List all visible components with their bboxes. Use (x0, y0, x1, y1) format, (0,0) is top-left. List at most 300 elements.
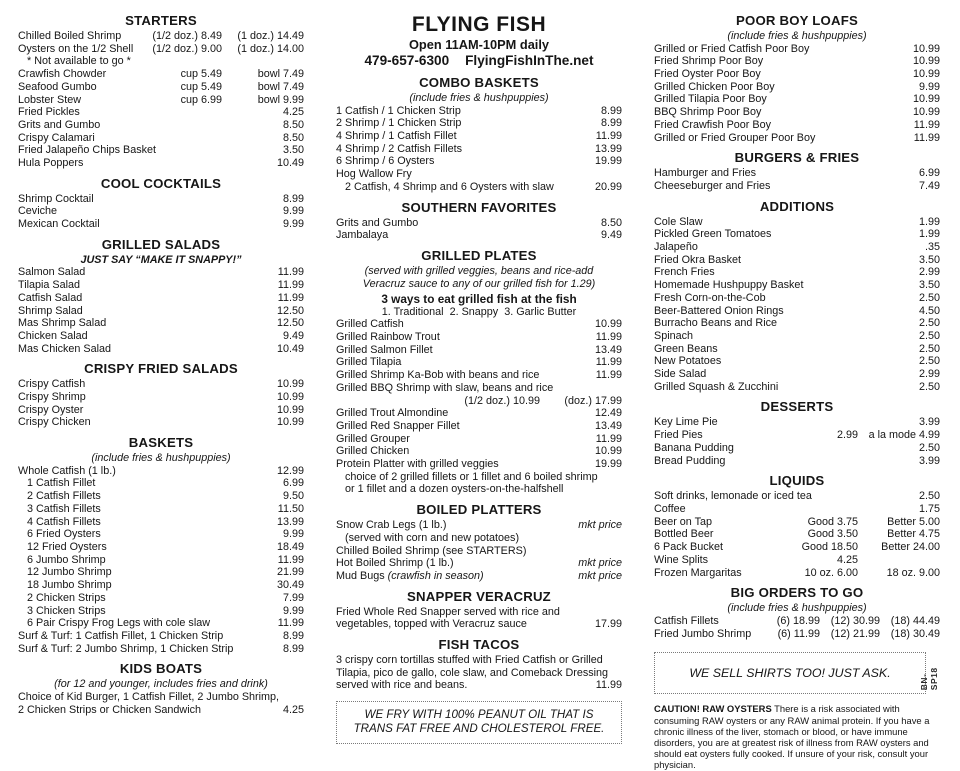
item-price: 8.99 (600, 104, 622, 117)
caution-lead: CAUTION! RAW OYSTERS (654, 703, 772, 715)
item-price: 8.50 (600, 216, 622, 229)
section-subtitle: JUST SAY “MAKE IT SNAPPY!” (80, 253, 242, 266)
item-price-cell: (12) 21.99 (830, 627, 880, 640)
menu-note: Tilapia, pico de gallo, cole slaw, and Comeback Dressing (336, 666, 609, 679)
menu-item (654, 455, 940, 468)
menu-section-cool-cocktails (18, 176, 304, 231)
item-price: 13.99 (594, 142, 622, 155)
menu-item (336, 318, 622, 331)
menu-section-kids-boats (18, 661, 304, 716)
menu-item (18, 541, 304, 554)
section-title: LIQUIDS (769, 473, 825, 489)
section-title: FISH TACOS (438, 637, 520, 653)
section-title: KIDS BOATS (119, 661, 203, 677)
menu-item (336, 155, 622, 168)
item-name: Grilled Grouper (336, 432, 410, 445)
item-name: Chicken Salad (18, 329, 88, 342)
item-price: 9.99 (282, 205, 304, 218)
item-name: Soft drinks, lemonade or iced tea (654, 490, 812, 503)
section-title: STARTERS (125, 13, 197, 28)
item-price-cell: bowl 7.49 (257, 80, 304, 93)
item-price: 2.50 (918, 355, 940, 368)
item-price: 2.50 (918, 329, 940, 342)
item-price: 19.99 (594, 155, 622, 168)
notice-text: WE FRY WITH 100% PEANUT OIL THAT IS (364, 708, 594, 722)
menu-note: 3 crispy corn tortillas stuffed with Fried Catfish or Grilled (336, 654, 603, 667)
item-price: 12.50 (276, 304, 304, 317)
menu-item (654, 279, 940, 292)
item-price-cell: Better 4.75 (887, 528, 940, 541)
menu-section-desserts (654, 399, 940, 467)
section-title: GRILLED PLATES (421, 247, 537, 263)
item-price-cell: bowl 9.99 (257, 93, 304, 106)
item-name: Bread Pudding (654, 454, 726, 467)
menu-note: * Not available to go * (27, 55, 131, 68)
item-price: 1.99 (918, 228, 940, 241)
item-name: Key Lime Pie (654, 416, 718, 429)
menu-item (18, 317, 304, 330)
section-subtitle: 1. Traditional 2. Snappy 3. Garlic Butter (381, 305, 577, 318)
restaurant-contact (336, 52, 622, 69)
item-price-cell: 2.99 (836, 429, 858, 442)
menu-item (18, 630, 304, 643)
menu-note: (served with corn and new potatoes) (345, 531, 520, 544)
section-subtitle: Veracruz sauce to any of our grilled fish for 1.29) (362, 277, 596, 290)
menu-item (18, 94, 304, 107)
menu-item (18, 554, 304, 567)
item-name: Catfish Salad (18, 291, 83, 304)
menu-item (336, 168, 622, 181)
menu-item (654, 68, 940, 81)
menu-item (18, 279, 304, 292)
item-name: Oysters on the 1/2 Shell (18, 42, 134, 55)
item-price: 19.99 (594, 458, 622, 471)
menu-item (336, 458, 622, 471)
item-price: 21.99 (276, 566, 304, 579)
item-price: 8.99 (282, 192, 304, 205)
menu-item (18, 516, 304, 529)
item-price: 12.50 (276, 317, 304, 330)
item-name: Grilled or Fried Catfish Poor Boy (654, 42, 810, 55)
menu-section-starters (18, 13, 304, 170)
item-name: 1 Catfish Fillet (27, 477, 96, 490)
item-price: 9.99 (282, 528, 304, 541)
menu-item (654, 43, 940, 56)
menu-item (18, 305, 304, 318)
item-name: Mas Shrimp Salad (18, 317, 107, 330)
item-name: 12 Fried Oysters (27, 540, 107, 553)
item-price: 2.50 (918, 490, 940, 503)
section-subtitle: 3 ways to eat grilled fish at the fish (381, 292, 577, 307)
menu-note: choice of 2 grilled fillets or 1 fillet and 6 boiled shrimp (345, 470, 598, 483)
menu-section-baskets (18, 435, 304, 655)
item-price: 11.99 (277, 291, 304, 304)
item-name: Coffee (654, 502, 686, 515)
item-name: Burracho Beans and Rice (654, 317, 778, 330)
item-name: 4 Catfish Fillets (27, 515, 101, 528)
item-name: Shrimp Cocktail (18, 192, 94, 205)
menu-item (654, 292, 940, 305)
item-name: Fried Pies (654, 429, 703, 442)
item-price: 1.75 (918, 502, 940, 515)
menu-item (336, 344, 622, 357)
section-subtitle: (served with grilled veggies, beans and rice-add (364, 264, 594, 277)
caution-text: There is a risk associated with consuming RAW oysters or any RAW animal protein. If you have a chronic illness of the liver, stomach or blood, or have immune disorders, you are at greatest risk of illness from RAW oysters and should eat oysters fully cooked. If unsure of your risk, consult your physician. (654, 703, 930, 771)
menu-item (18, 378, 304, 391)
item-price: 10.99 (276, 403, 304, 416)
item-price: 12.99 (276, 464, 304, 477)
item-name: Grilled Salmon Fillet (336, 343, 433, 356)
item-name: Lobster Stew (18, 93, 82, 106)
item-price-cell: Better 5.00 (887, 515, 940, 528)
item-price: 10.99 (912, 93, 940, 106)
menu-item (336, 519, 622, 532)
menu-section-burgers-fries (654, 150, 940, 192)
item-price: 8.99 (282, 642, 304, 655)
section-title: SNAPPER VERACRUZ (407, 588, 551, 604)
item-price: 3.50 (918, 253, 940, 266)
item-name: Salmon Salad (18, 266, 86, 279)
menu-item (336, 679, 622, 692)
item-name: Wine Splits (654, 553, 709, 566)
print-code: BN-SP18 (919, 667, 939, 691)
item-name: Grilled Tilapia (336, 356, 402, 369)
menu-item (336, 229, 622, 242)
item-name: Crispy Catfish (18, 378, 86, 391)
section-title: SOUTHERN FAVORITES (401, 199, 557, 215)
menu-section-grilled-plates (336, 248, 622, 496)
item-name (336, 570, 572, 583)
menu-item (18, 218, 304, 231)
menu-item (336, 181, 622, 194)
menu-item (18, 266, 304, 279)
item-name: 2 Catfish, 4 Shrimp and 6 Oysters with slaw (345, 180, 554, 193)
menu-item (654, 119, 940, 132)
item-name: Grilled Squash & Zucchini (654, 380, 779, 393)
menu-column-left (18, 13, 304, 771)
menu-item (654, 254, 940, 267)
item-name: 2 Catfish Fillets (27, 490, 101, 503)
item-price: 10.99 (594, 318, 622, 331)
item-name: Chilled Boiled Shrimp (see STARTERS) (336, 544, 527, 557)
item-price: 2.50 (918, 441, 940, 454)
item-price-cell: (1/2 doz.) 8.49 (152, 30, 222, 42)
item-price: 10.99 (912, 42, 940, 55)
menu-item (336, 545, 622, 558)
item-price: 11.99 (595, 130, 622, 142)
item-name: Spinach (654, 329, 694, 342)
menu-section-crispy-fried-salads (18, 361, 304, 429)
menu-item (18, 343, 304, 356)
item-name: Jalapeño (654, 241, 698, 254)
item-price: 2.50 (918, 317, 940, 330)
restaurant-header (336, 13, 622, 69)
menu-item (654, 541, 940, 554)
item-price: 9.49 (282, 329, 304, 342)
item-name: Pickled Green Tomatoes (654, 228, 772, 241)
menu-item (18, 30, 304, 43)
item-name: 3 Catfish Fillets (27, 502, 101, 515)
item-name: Crawfish Chowder (18, 68, 107, 81)
section-title: BOILED PLATTERS (416, 502, 542, 518)
raw-oysters-caution (654, 703, 940, 770)
menu-item (18, 193, 304, 206)
menu-item (336, 217, 622, 230)
section-subtitle: (include fries & hushpuppies) (91, 452, 231, 465)
item-price-cell: Good 3.50 (807, 528, 858, 541)
menu-item (18, 490, 304, 503)
menu-section-snapper-veracruz (336, 589, 622, 631)
item-name: New Potatoes (654, 355, 722, 368)
menu-item (18, 119, 304, 132)
menu-item (654, 132, 940, 145)
item-name: Grilled Chicken Poor Boy (654, 80, 775, 93)
menu-item (336, 331, 622, 344)
item-name: Hog Wallow Fry (336, 168, 412, 181)
section-title: BIG ORDERS TO GO (730, 585, 864, 601)
menu-item (654, 503, 940, 516)
item-name: 6 Jumbo Shrimp (27, 553, 106, 566)
section-title: CRISPY FRIED SALADS (84, 361, 238, 377)
item-name: Grilled or Fried Grouper Poor Boy (654, 131, 816, 144)
item-price: 4.25 (282, 106, 304, 119)
menu-section-fish-tacos (336, 637, 622, 692)
item-name: Fried Okra Basket (654, 253, 742, 266)
item-price-cell: Good 3.75 (807, 515, 858, 528)
item-price-cell: 10 oz. 6.00 (804, 566, 858, 579)
menu-item (654, 93, 940, 106)
restaurant-website: FlyingFishInThe.net (465, 53, 594, 68)
item-name: 2 Chicken Strips or Chicken Sandwich (18, 703, 202, 716)
item-name: Snow Crab Legs (1 lb.) (336, 519, 447, 532)
item-price: 9.49 (600, 229, 622, 242)
item-price-cell: (18) 44.49 (890, 614, 940, 627)
menu-item (654, 416, 940, 429)
menu-section-combo-baskets (336, 75, 622, 194)
item-price: 8.99 (600, 117, 622, 130)
menu-item (336, 105, 622, 118)
item-price: 20.99 (594, 180, 622, 193)
menu-item (654, 490, 940, 503)
item-price: 11.99 (595, 356, 622, 369)
notice-text: WE SELL SHIRTS TOO! JUST ASK. (689, 666, 891, 681)
item-name: BBQ Shrimp Poor Boy (654, 106, 762, 119)
item-price-cell: 18 oz. 9.00 (886, 566, 940, 579)
menu-item (18, 605, 304, 618)
menu-item (654, 528, 940, 541)
section-subtitle: (include fries & hushpuppies) (727, 602, 867, 615)
menu-section-additions (654, 199, 940, 394)
item-price: 11.99 (595, 369, 622, 382)
item-price: 13.49 (594, 343, 622, 356)
menu-item (18, 292, 304, 305)
item-name: Grilled Trout Almondine (336, 407, 449, 420)
item-price: 11.99 (913, 118, 940, 131)
item-name: Crispy Chicken (18, 416, 91, 429)
item-name: Shrimp Salad (18, 304, 83, 317)
item-name: Side Salad (654, 368, 707, 381)
item-name: served with rice and beans. (336, 679, 468, 692)
menu-section-boiled-platters (336, 502, 622, 583)
item-price-cell: (doz.) 17.99 (564, 394, 622, 407)
section-title: POOR BOY LOAFS (736, 13, 858, 28)
menu-item (654, 429, 940, 442)
item-price: .35 (924, 241, 940, 254)
menu-item (18, 132, 304, 145)
menu-item (654, 317, 940, 330)
menu-item (18, 205, 304, 218)
menu-item (18, 503, 304, 516)
menu-item (18, 643, 304, 656)
section-title: DESSERTS (760, 399, 834, 415)
item-name: Bottled Beer (654, 528, 714, 541)
menu-item (18, 68, 304, 81)
item-price: 10.49 (276, 342, 304, 355)
menu-item (18, 391, 304, 404)
menu-item (18, 465, 304, 478)
item-price: 6.99 (282, 477, 304, 490)
item-name: Chilled Boiled Shrimp (18, 30, 122, 42)
item-name: Fried Jalapeño Chips Basket (18, 144, 157, 157)
item-name: 6 Shrimp / 6 Oysters (336, 155, 435, 168)
item-price: 9.99 (918, 80, 940, 93)
item-price: 30.49 (276, 579, 304, 592)
item-name: vegetables, topped with Veracruz sauce (336, 618, 527, 631)
menu-item (336, 369, 622, 382)
item-price: 10.99 (276, 391, 304, 404)
menu-item (336, 420, 622, 433)
item-name: Whole Catfish (1 lb.) (18, 464, 116, 477)
item-price: 10.99 (594, 445, 622, 458)
item-price: 10.99 (276, 378, 304, 391)
item-name: Crispy Shrimp (18, 391, 86, 404)
menu-item (336, 407, 622, 420)
item-price-cell: bowl 7.49 (257, 68, 304, 81)
item-price: 3.99 (918, 454, 940, 467)
item-name: Seafood Gumbo (18, 80, 97, 93)
menu-item (336, 143, 622, 156)
menu-item (18, 404, 304, 417)
item-name: Green Beans (654, 342, 718, 355)
menu-item (654, 368, 940, 381)
item-name: Grilled BBQ Shrimp with slaw, beans and rice (336, 381, 554, 394)
menu-item (336, 570, 622, 583)
item-price: 2.99 (918, 368, 940, 381)
menu-item (18, 43, 304, 56)
section-title: ADDITIONS (759, 198, 835, 214)
item-price: 11.99 (277, 553, 304, 566)
item-price: 11.99 (595, 331, 622, 343)
menu-item (18, 566, 304, 579)
item-name: Mas Chicken Salad (18, 342, 112, 355)
section-title: COMBO BASKETS (419, 75, 539, 90)
menu-item (336, 130, 622, 143)
item-price-cell: (1 doz.) 14.49 (237, 30, 304, 42)
restaurant-name: FLYING FISH (411, 13, 547, 36)
item-price: 13.49 (594, 419, 622, 432)
menu-item (18, 144, 304, 157)
peanut-oil-notice-frame (336, 701, 622, 743)
menu-item (336, 117, 622, 130)
menu-item (18, 477, 304, 490)
restaurant-phone: 479-657-6300 (364, 53, 450, 68)
menu-item (654, 615, 940, 628)
menu-item (654, 228, 940, 241)
menu-item (654, 442, 940, 455)
item-price: 3.50 (918, 279, 940, 292)
item-name: Surf & Turf: 1 Catfish Fillet, 1 Chicken Strip (18, 629, 224, 642)
item-name: 6 Fried Oysters (27, 528, 101, 541)
item-price: 2.50 (918, 380, 940, 393)
item-name: 4 Shrimp / 1 Catfish Fillet (336, 130, 457, 142)
item-price-cell: cup 5.49 (180, 80, 222, 93)
item-price-cell: cup 6.99 (180, 93, 222, 106)
item-name: Hamburger and Fries (654, 167, 757, 180)
item-name: Fried Pickles (18, 106, 80, 119)
menu-column-middle-sections (336, 75, 622, 744)
menu-item (18, 528, 304, 541)
item-price: 4.25 (282, 703, 304, 716)
menu-section-southern-favorites (336, 200, 622, 242)
item-price: 11.99 (277, 617, 304, 630)
item-price-cell: cup 5.49 (180, 68, 222, 81)
item-price: 11.99 (595, 432, 622, 445)
item-price: 2.99 (918, 266, 940, 279)
item-price: 1.99 (918, 215, 940, 228)
menu-item (654, 106, 940, 119)
shirts-notice (654, 652, 939, 694)
item-name: Ceviche (18, 205, 58, 218)
menu-item (18, 106, 304, 119)
item-price: 11.50 (277, 502, 304, 515)
item-name: 2 Shrimp / 1 Chicken Strip (336, 117, 462, 130)
item-name: Catfish Fillets (654, 614, 719, 627)
item-price: 3.50 (282, 144, 304, 157)
menu-item (654, 554, 940, 567)
section-subtitle: (include fries & hushpuppies) (727, 30, 867, 42)
item-name: Beer-Battered Onion Rings (654, 304, 784, 317)
item-price-cell: (6) 18.99 (776, 614, 820, 627)
item-name: Grilled Tilapia Poor Boy (654, 93, 767, 106)
item-price: 3.99 (918, 416, 940, 429)
menu-item (18, 704, 304, 717)
item-price: 11.99 (913, 131, 940, 144)
notice-text: TRANS FAT FREE AND CHOLESTEROL FREE. (353, 722, 605, 736)
item-name: Crispy Calamari (18, 131, 95, 144)
item-name: Hot Boiled Shrimp (1 lb.) (336, 557, 454, 570)
item-price: 10.99 (912, 106, 940, 119)
menu-item (654, 305, 940, 318)
item-name: Mexican Cocktail (18, 218, 100, 231)
item-name: Frozen Margaritas (654, 566, 742, 579)
menu-note: Fried Whole Red Snapper served with rice and (336, 605, 560, 618)
item-price: 10.99 (912, 68, 940, 80)
item-price: 10.49 (276, 157, 304, 170)
item-price: 8.50 (282, 118, 304, 131)
item-name: Surf & Turf: 2 Jumbo Shrimp, 1 Chicken Strip (18, 642, 234, 655)
item-name: Beer on Tap (654, 515, 713, 528)
item-price: 10.99 (276, 416, 304, 429)
menu-item (654, 216, 940, 229)
menu-item (18, 416, 304, 429)
menu-item (654, 381, 940, 394)
menu-column-right (654, 13, 940, 771)
item-name: 3 Chicken Strips (27, 604, 106, 617)
menu-section-grilled-salads (18, 237, 304, 356)
menu-item (18, 592, 304, 605)
item-name: Jambalaya (336, 229, 389, 242)
item-name: Homemade Hushpuppy Basket (654, 279, 804, 292)
